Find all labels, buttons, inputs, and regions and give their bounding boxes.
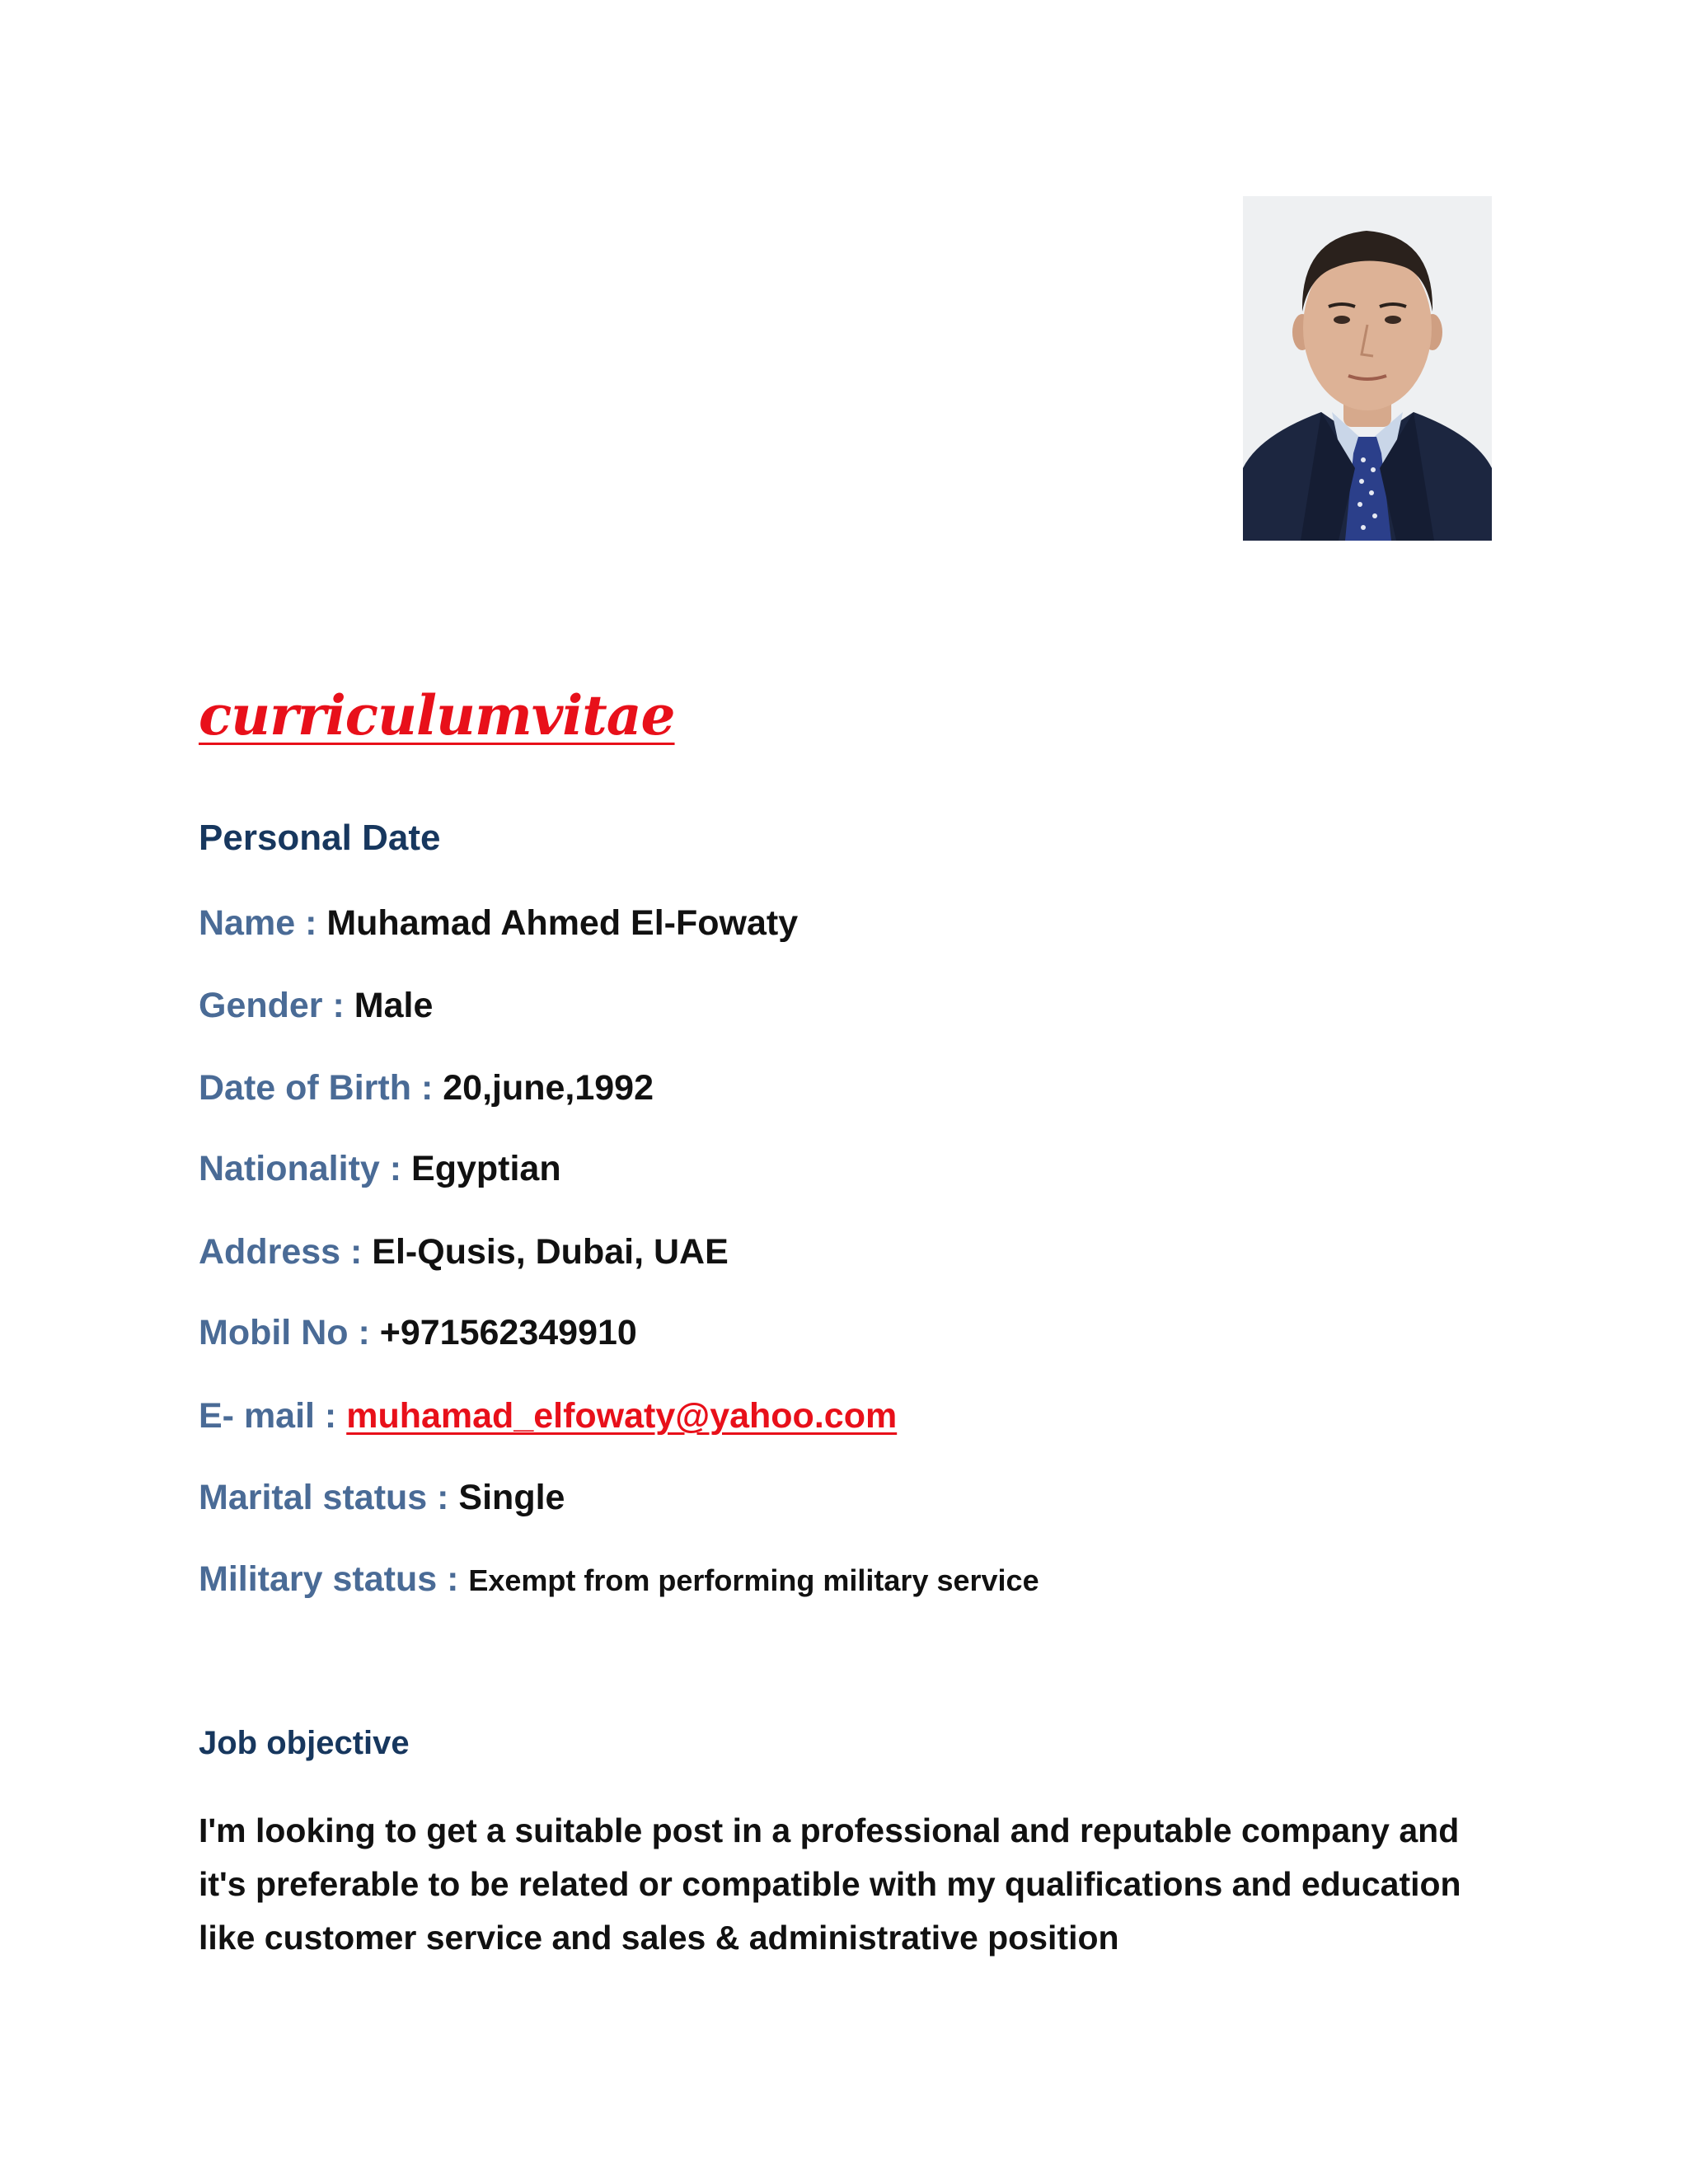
mobile-label: Mobil No : — [199, 1313, 370, 1352]
nationality-field — [199, 1150, 561, 1188]
email-label: E- mail : — [199, 1396, 337, 1436]
cv-title: curriculumvitae — [199, 683, 675, 748]
date-of-birth-value: 20,june,1992 — [443, 1068, 654, 1108]
gender-value: Male — [354, 986, 434, 1025]
personal-data-heading: Personal Date — [199, 818, 441, 858]
profile-photo — [1243, 196, 1492, 541]
military-status-label: Military status : — [199, 1559, 459, 1599]
gender-field — [199, 987, 433, 1025]
military-status-field — [199, 1560, 1039, 1599]
address-value: El-Qusis, Dubai, UAE — [372, 1232, 729, 1272]
military-status-value: Exempt from performing military service — [468, 1563, 1039, 1597]
mobile-value: +971562349910 — [379, 1313, 637, 1352]
date-of-birth-label: Date of Birth : — [199, 1068, 434, 1108]
name-label: Name : — [199, 903, 317, 943]
address-label: Address : — [199, 1232, 363, 1272]
date-of-birth-field — [199, 1069, 654, 1108]
mobile-field — [199, 1314, 637, 1352]
email-link[interactable]: muhamad_elfowaty@yahoo.com — [346, 1396, 898, 1436]
email-field — [199, 1397, 897, 1436]
nationality-label: Nationality : — [199, 1149, 402, 1188]
gender-label: Gender : — [199, 986, 345, 1025]
job-objective-text: I'm looking to get a suitable post in a professional and reputable company and it's preferable to be related or compatible with my qualifications and education like customer service and sales & administrative position — [199, 1811, 1461, 1957]
marital-status-label: Marital status : — [199, 1478, 449, 1517]
job-objective-heading: Job objective — [199, 1725, 410, 1761]
marital-status-value: Single — [458, 1478, 565, 1517]
nationality-value: Egyptian — [411, 1149, 561, 1188]
name-field — [199, 904, 798, 943]
address-field — [199, 1233, 729, 1272]
name-value: Muhamad Ahmed El-Fowaty — [326, 903, 799, 943]
marital-status-field — [199, 1479, 565, 1517]
